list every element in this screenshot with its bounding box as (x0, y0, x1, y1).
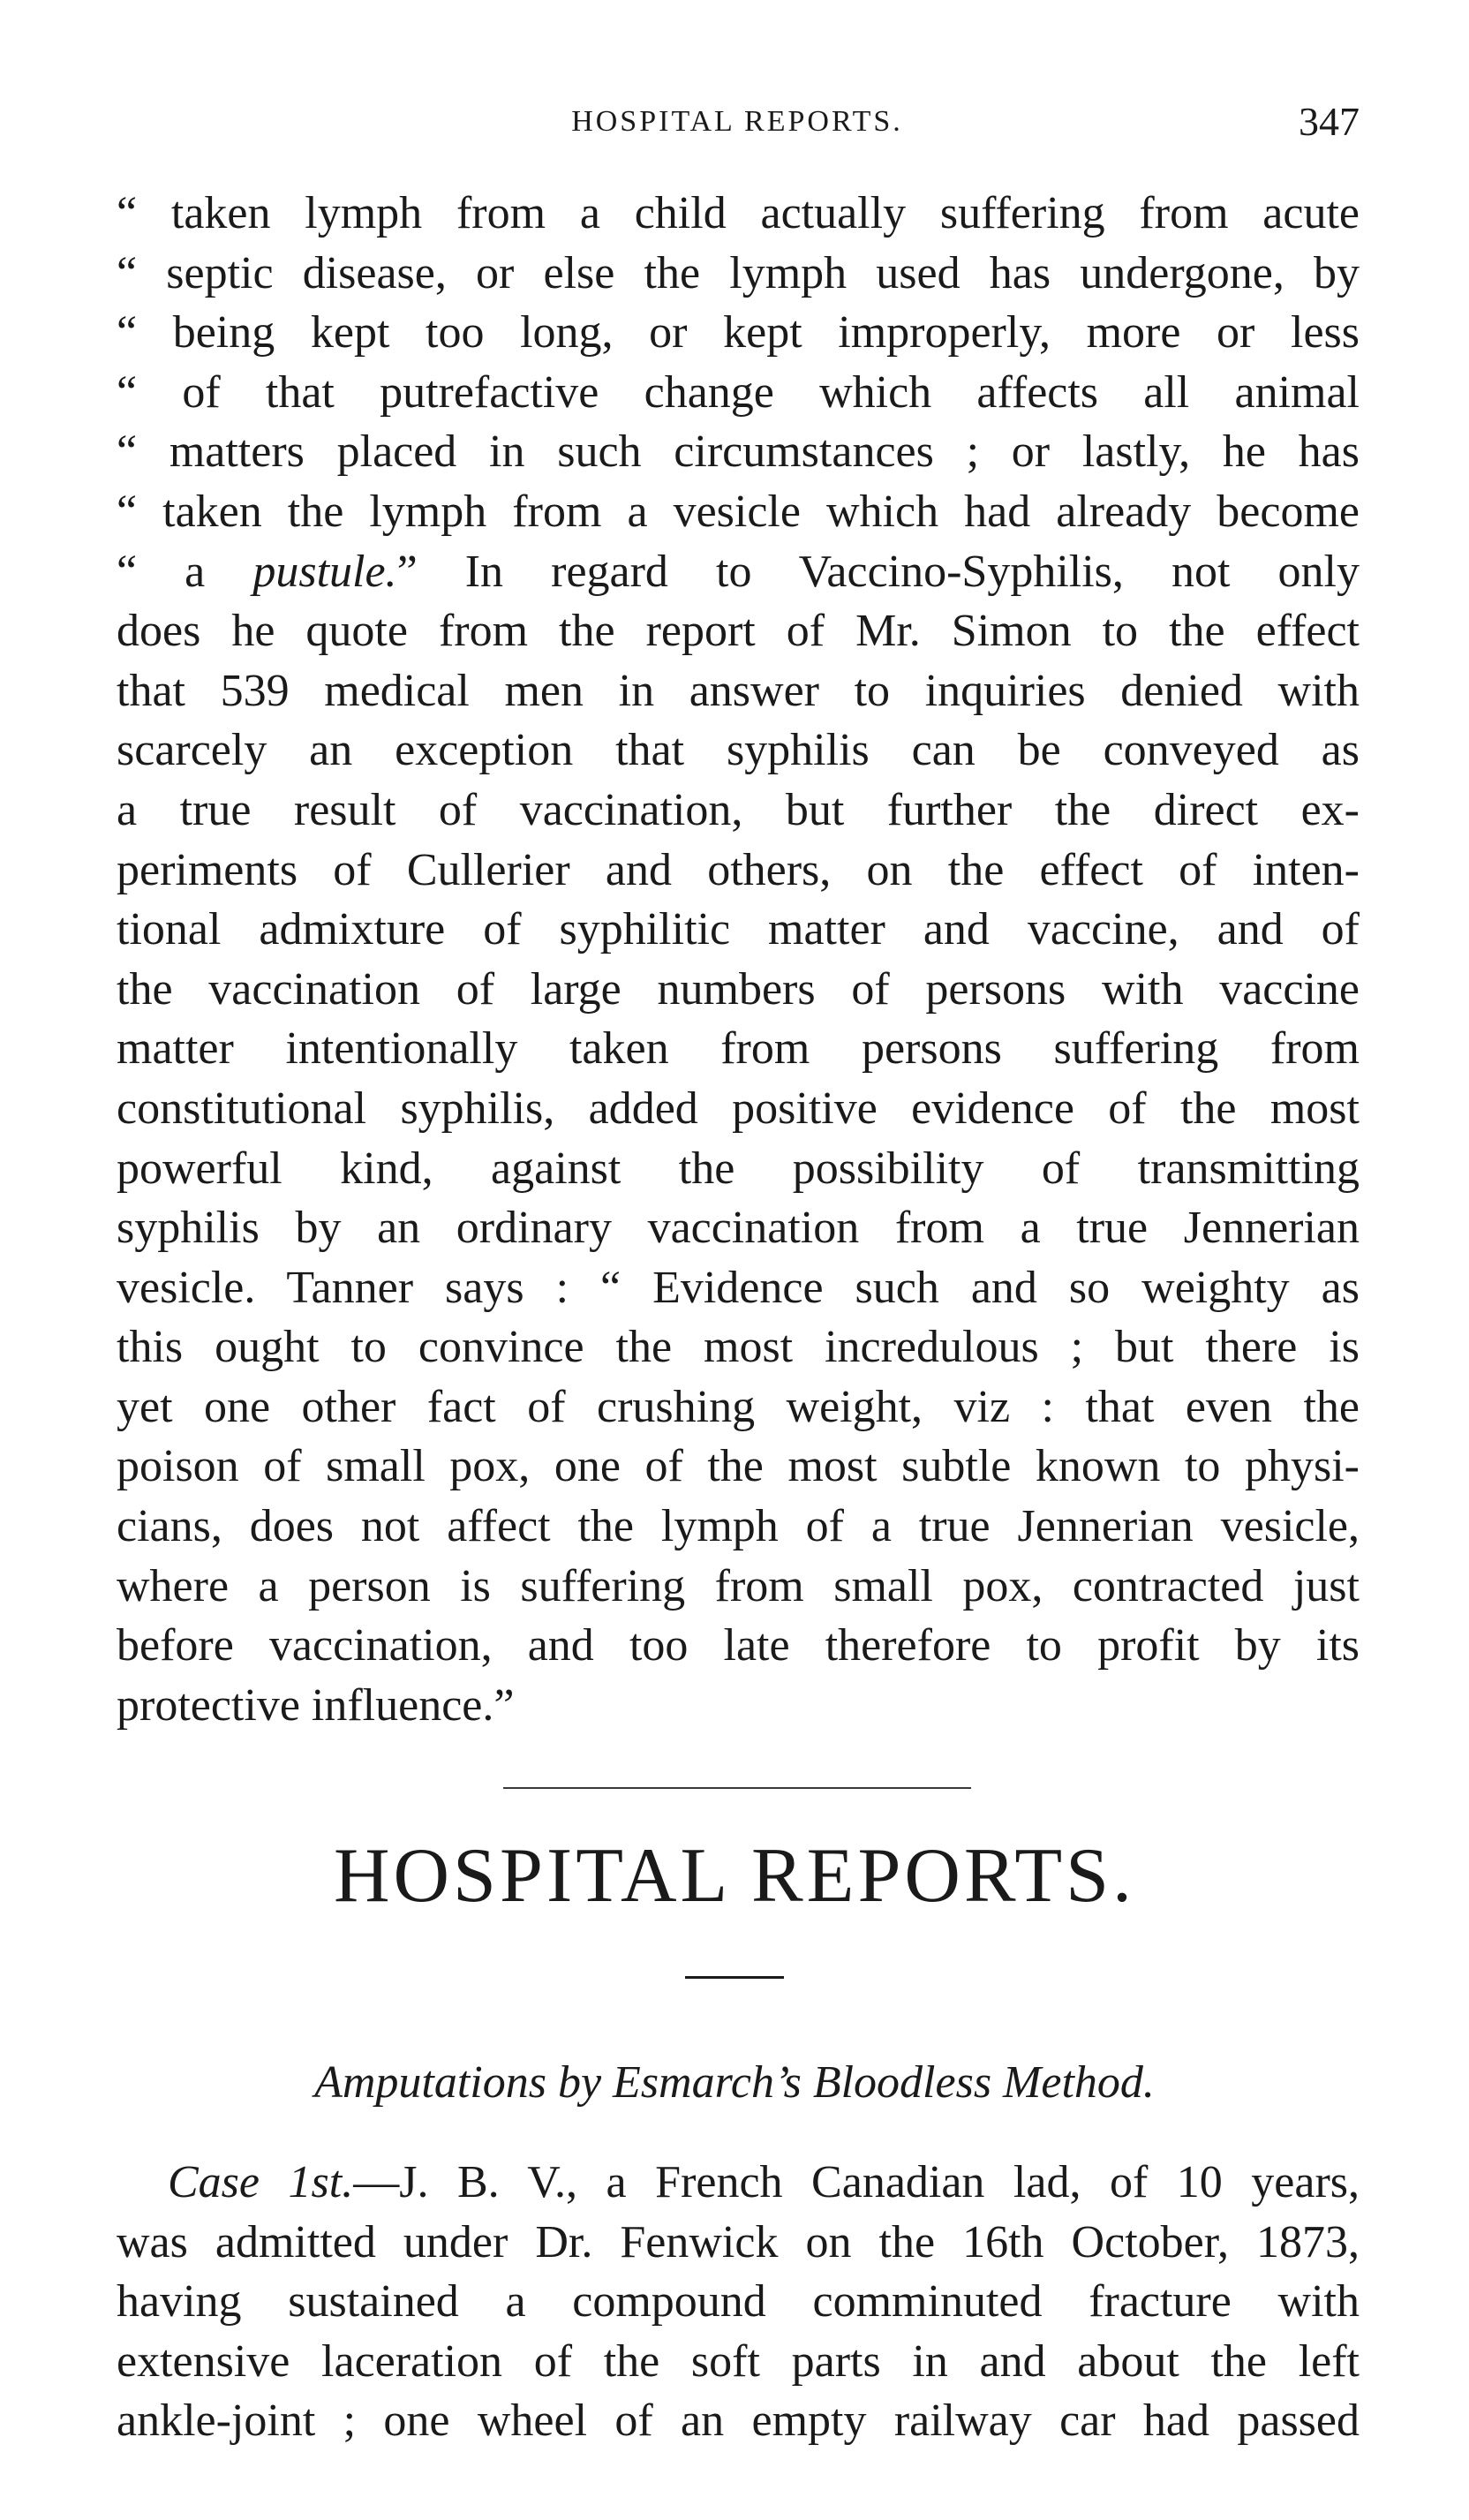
text-line: “ matters placed in such circumstances ; or lastly, he has (117, 426, 1360, 478)
text-line: does he quote from the report of Mr. Simon to the effect (117, 606, 1360, 657)
running-title: HOSPITAL REPORTS. (571, 105, 903, 138)
text-line: poison of small pox, one of the most subtle known to physi- (117, 1441, 1360, 1492)
text-line: ankle-joint ; one wheel of an empty railway car had passed (117, 2396, 1360, 2447)
text-line: where a person is suffering from small pox, contracted just (117, 1560, 1360, 1611)
text-line: a true result of vaccination, but further the direct ex- (117, 784, 1360, 835)
text-line: “ taken lymph from a child actually suffering from acute (117, 188, 1360, 238)
title-rule (685, 1976, 784, 1979)
text-line: constitutional syphilis, added positive evidence of the most (117, 1083, 1360, 1134)
text-line: having sustained a compound comminuted fracture with (117, 2276, 1360, 2328)
section-divider (503, 1787, 971, 1789)
text-line: protective influence.” (117, 1679, 515, 1731)
text-fragment: —J. B. V., a French Canadian lad, of 10 years, (353, 2157, 1360, 2207)
text-line: scarcely an exception that syphilis can be conveyed as (117, 725, 1360, 776)
case-paragraph (117, 2153, 1360, 2451)
text-line: “ septic disease, or else the lymph used has undergone, by (117, 247, 1360, 298)
text-line: was admitted under Dr. Fenwick on the 16th October, 1873, (117, 2216, 1360, 2267)
text-line: this ought to convince the most incredulous ; but there is (117, 1322, 1360, 1373)
text-fragment: “ a (117, 546, 253, 597)
text-line: “ of that putrefactive change which affects all animal (117, 366, 1360, 418)
text-line: the vaccination of large numbers of persons with vaccine (117, 963, 1360, 1015)
text-line: that 539 medical men in answer to inquiries denied with (117, 665, 1360, 716)
text-line: yet one other fact of crushing weight, viz : that even the (117, 1381, 1360, 1432)
text-line: “ taken the lymph from a vesicle which had already become (117, 486, 1360, 537)
text-line: vesicle. Tanner says : “ Evidence such and so weighty as (117, 1262, 1360, 1313)
text-line (117, 2153, 1360, 2213)
text-line: before vaccination, and too late therefore to profit by its (117, 1620, 1360, 1671)
text-fragment: ” In regard to Vaccino-Syphilis, not only (396, 546, 1360, 597)
text-line: “ being kept too long, or kept improperly, more or less (117, 307, 1360, 358)
text-line: periments of Cullerier and others, on the effect of inten- (117, 844, 1360, 895)
text-line: powerful kind, against the possibility of transmitting (117, 1143, 1360, 1194)
quoted-passage (117, 184, 1360, 1735)
text-line: matter intentionally taken from persons suffering from (117, 1023, 1360, 1075)
text-line: tional admixture of syphilitic matter and vaccine, and of (117, 904, 1360, 955)
section-title: HOSPITAL REPORTS. (333, 1833, 1136, 1919)
article-subheading: Amputations by Esmarch’s Bloodless Method. (314, 2057, 1155, 2108)
case-label: Case 1st. (168, 2157, 354, 2207)
text-line: extensive laceration of the soft parts in and about the left (117, 2335, 1360, 2387)
text-line: cians, does not affect the lymph of a true Jennerian vesicle, (117, 1501, 1360, 1552)
page-number: 347 (1299, 99, 1360, 144)
italic-word: pustule. (252, 546, 397, 597)
running-head (115, 95, 1360, 148)
text-line (117, 542, 1360, 602)
text-line: syphilis by an ordinary vaccination from a true Jennerian (117, 1203, 1360, 1254)
